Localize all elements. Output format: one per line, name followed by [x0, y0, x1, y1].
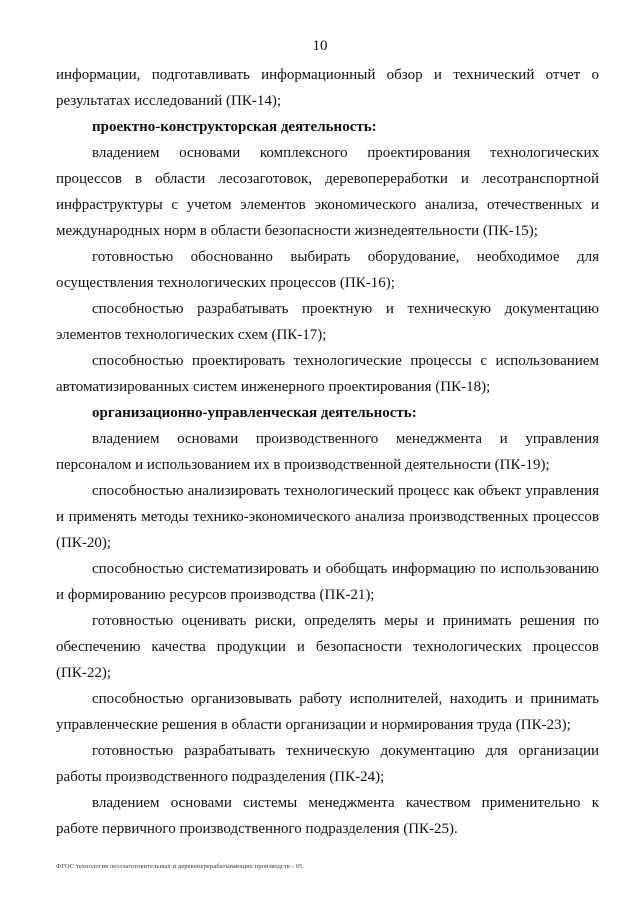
paragraph: способностью проектировать технологические процессы с использованием автоматизированных систем инженерного проектирования (ПК-18); [56, 353, 599, 395]
paragraph: информации, подготавливать информационный обзор и технический отчет о результатах исследований (ПК-14); [56, 67, 599, 109]
page-footer: ФГОС технология лесозаготовительных и деревоперерабатывающих производств - 05 [56, 863, 303, 870]
paragraph: способностью организовывать работу исполнителей, находить и принимать управленческие решения в области организации и нормирования труда (ПК-23); [56, 691, 599, 733]
paragraph: владением основами комплексного проектирования технологических процессов в области лесозаготовок, деревопереработки и лесотранспортной инфраструктуры с учетом элементов экономического анализа, отечественных и международных норм в области безопасности жизнедеятельности (ПК-15); [56, 145, 599, 239]
page-number: 10 [312, 38, 328, 54]
document-body [56, 62, 599, 842]
paragraph: готовностью разрабатывать техническую документацию для организации работы производственного подразделения (ПК-24); [56, 743, 599, 785]
section-heading: организационно-управленческая деятельность: [92, 405, 417, 421]
section-heading: проектно-конструкторская деятельность: [92, 119, 377, 135]
paragraph: готовностью обоснованно выбирать оборудование, необходимое для осуществления технологических процессов (ПК-16); [56, 249, 599, 291]
paragraph: способностью анализировать технологический процесс как объект управления и применять методы технико-экономического анализа производственных процессов (ПК-20); [56, 483, 599, 551]
paragraph: способностью разрабатывать проектную и техническую документацию элементов технологических схем (ПК-17); [56, 301, 599, 343]
paragraph: способностью систематизировать и обобщать информацию по использованию и формированию ресурсов производства (ПК-21); [56, 561, 599, 603]
paragraph: владением основами системы менеджмента качеством применительно к работе первичного производственного подразделения (ПК-25). [56, 795, 599, 837]
paragraph: готовностью оценивать риски, определять меры и принимать решения по обеспечению качества продукции и безопасности технологических процессов (ПК-22); [56, 613, 599, 681]
paragraph: владением основами производственного менеджмента и управления персоналом и использованием их в производственной деятельности (ПК-19); [56, 431, 599, 473]
